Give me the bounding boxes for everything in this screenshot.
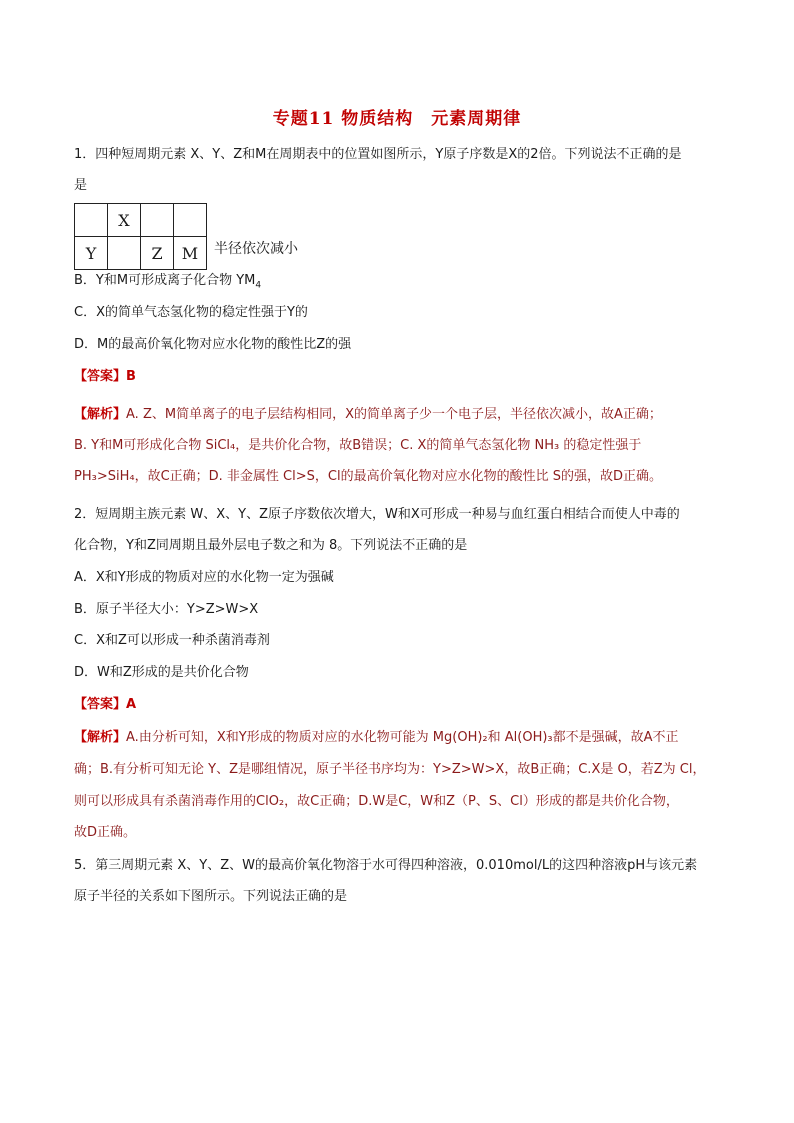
grid-note: 半径依次减小 — [214, 241, 298, 257]
periodic-table-grid — [74, 203, 207, 270]
grid-row-2 — [75, 237, 207, 270]
q1-explanation-line1 — [74, 407, 662, 423]
grid-cell — [174, 204, 207, 237]
q2-option-c: C．X和Z可以形成一种杀菌消毒剂 — [74, 633, 270, 648]
q2-answer-tag: 【答案】 — [74, 697, 127, 712]
q2-answer — [74, 697, 136, 713]
q1-option-b-text: B．Y和M可形成离子化合物 YM — [74, 273, 256, 288]
q2-option-a: A．X和Y形成的物质对应的水化物一定为强碱 — [74, 570, 334, 585]
q5-stem-line1: 5．第三周期元素 X、Y、Z、W的最高价氧化物溶于水可得四种溶液，0.010mol/L的这四种溶液pH与该元素 — [74, 858, 698, 873]
q2-explanation-text1: A.由分析可知，X和Y形成的物质对应的水化物可能为 Mg(OH)₂和 Al(OH)₃都不是强碱，故A不正 — [126, 730, 679, 745]
q5-stem-line2: 原子半径的关系如下图所示。下列说法正确的是 — [74, 889, 348, 904]
q1-option-d: D．M的最高价氧化物对应水化物的酸性比Z的强 — [74, 337, 352, 352]
grid-cell — [108, 237, 141, 270]
grid-cell: M — [174, 237, 207, 270]
q1-explanation-tag: 【解析】 — [74, 407, 127, 422]
q2-explanation-line4: 故D正确。 — [74, 825, 137, 840]
q1-option-b — [74, 273, 261, 294]
grid-row-1 — [75, 204, 207, 237]
grid-cell: Z — [141, 237, 174, 270]
q1-stem-line2: 是 — [74, 178, 88, 193]
q2-stem-line2: 化合物，Y和Z同周期且最外层电子数之和为 8。下列说法不正确的是 — [74, 538, 468, 553]
grid-cell: Y — [75, 237, 108, 270]
q1-explanation-line2: B. Y和M可形成化合物 SiCl₄，是共价化合物，故B错误；C. X的简单气态氢化物 NH₃ 的稳定性强于 — [74, 438, 642, 453]
q1-answer — [74, 369, 136, 385]
q2-explanation-tag: 【解析】 — [74, 730, 127, 745]
grid-cell: X — [108, 204, 141, 237]
q1-stem-line1: 1．四种短周期元素 X、Y、Z和M在周期表中的位置如图所示，Y原子序数是X的2倍。下列说法不正确的是 — [74, 147, 682, 162]
page-title: 专题11 物质结构 元素周期律 — [272, 109, 522, 129]
grid-cell — [141, 204, 174, 237]
q2-explanation-line3: 则可以形成具有杀菌消毒作用的ClO₂，故C正确；D.W是C，W和Z（P、S、Cl）形成的都是共价化合物， — [74, 794, 679, 809]
q2-explanation-line1 — [74, 730, 679, 746]
q1-explanation-line3: PH₃>SiH₄，故C正确；D. 非金属性 Cl>S，Cl的最高价氧化物对应水化物的酸性比 S的强，故D正确。 — [74, 469, 662, 484]
q1-answer-value: B — [126, 369, 136, 384]
q2-option-b: B．原子半径大小：Y>Z>W>X — [74, 602, 259, 617]
q1-answer-tag: 【答案】 — [74, 369, 127, 384]
q1-explanation-text1: A. Z、M简单离子的电子层结构相同，X的简单离子少一个电子层，半径依次减小，故A正确； — [126, 407, 662, 422]
q2-option-d: D．W和Z形成的是共价化合物 — [74, 665, 249, 680]
q1-option-c: C．X的简单气态氢化物的稳定性强于Y的 — [74, 305, 308, 320]
q1-option-b-subscript: 4 — [255, 280, 262, 291]
q2-answer-value: A — [126, 697, 137, 712]
q2-stem-line1: 2．短周期主族元素 W、X、Y、Z原子序数依次增大，W和X可形成一种易与血红蛋白相结合而使人中毒的 — [74, 507, 680, 522]
q2-explanation-line2: 确；B.有分析可知无论 Y、Z是哪组情况，原子半径书序均为：Y>Z>W>X，故B正确；C.X是 O，若Z为 Cl， — [74, 762, 706, 777]
grid-cell — [75, 204, 108, 237]
